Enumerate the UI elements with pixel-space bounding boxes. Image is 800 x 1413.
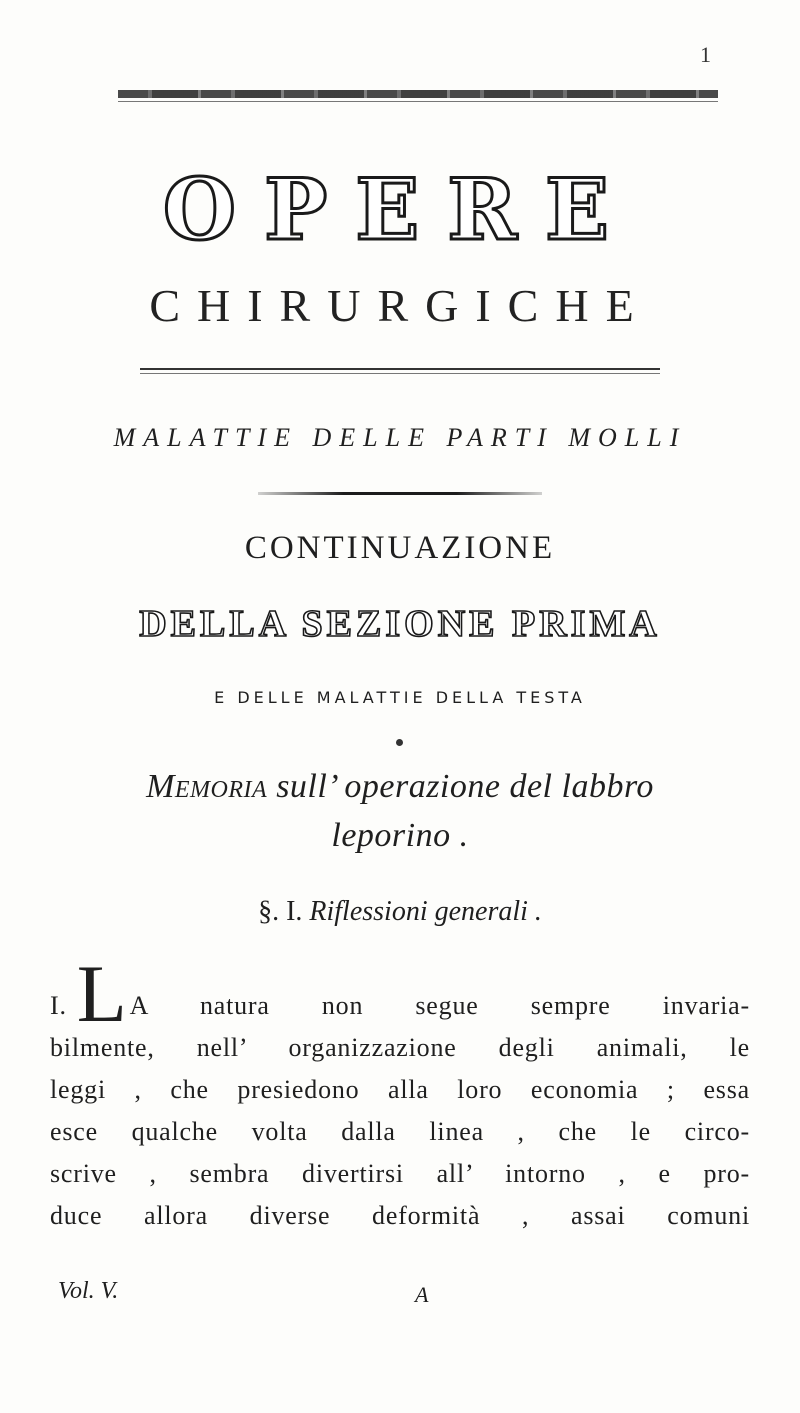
body-line: duce allora diverse deformità , assai comuni [50, 1201, 750, 1231]
drop-cap: L [76, 948, 128, 1039]
body-line: leggi , che presiedono alla loro economia ; essa [50, 1075, 750, 1105]
paragraph-heading [100, 898, 700, 926]
decorative-top-rule [118, 90, 718, 98]
page-number: 1 [700, 42, 711, 67]
book-subtitle: CHIRURGICHE [149, 280, 651, 331]
ornamental-dot [396, 739, 403, 746]
paragraph-title: Riflessioni generali . [309, 896, 542, 927]
volume-mark: Vol. V. [58, 1278, 119, 1304]
body-line: bilmente, nell’ organizzazione degli animali, le [50, 1033, 750, 1063]
body-first-line [50, 948, 750, 1039]
page-footer [58, 1278, 658, 1318]
continuation-heading: CONTINUAZIONE [244, 530, 556, 566]
memoir-title [100, 762, 700, 861]
head-diseases-heading: E DELLE MALATTIE DELLA TESTA [214, 688, 586, 707]
paragraph-label: §. I. [258, 896, 303, 927]
title-divider-thin [140, 373, 660, 374]
signature-mark: A [415, 1282, 429, 1307]
memoir-title-line-2: leporino . [331, 817, 469, 855]
section-heading: MALATTIE DELLE PARTI MOLLI [113, 423, 687, 452]
section-first-heading: DELLA SEZIONE PRIMA [139, 603, 661, 645]
body-line: esce qualche volta dalla linea , che le circo- [50, 1117, 750, 1147]
memoir-title-line-1 [100, 762, 700, 811]
body-line: scrive , sembra divertirsi all’ intorno , e pro- [50, 1159, 750, 1189]
title-divider [140, 368, 660, 370]
body-line: A natura non segue sempre invaria- [129, 991, 750, 1021]
ornamental-rule [258, 492, 542, 495]
memoir-label: Memoria [146, 768, 268, 805]
decorative-top-rule-thin [118, 101, 718, 102]
paragraph-number: I. [50, 991, 67, 1021]
memoir-title-text: sull’ operazione del labbro [267, 768, 654, 805]
body-text [50, 948, 750, 1237]
book-title: OPERE [162, 160, 638, 259]
